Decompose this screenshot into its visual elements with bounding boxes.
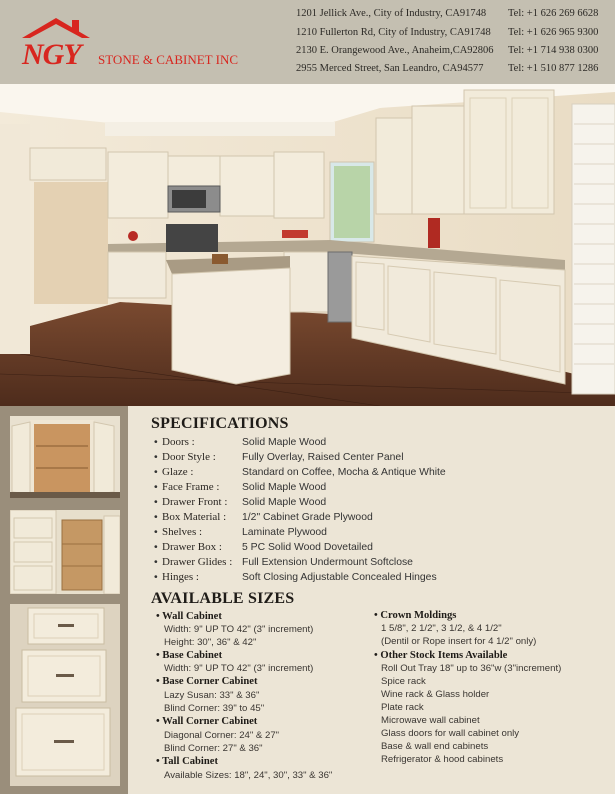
spec-row: • Door Style : Fully Overlay, Raised Center Panel <box>154 451 404 463</box>
spec-value: Full Extension Undermount Softclose <box>242 557 413 568</box>
size-line: Height: 30", 36" & 42" <box>164 637 257 648</box>
phone-line: Tel: +1 510 877 1286 <box>508 63 599 74</box>
size-line: Blind Corner: 27" & 36" <box>164 743 263 754</box>
size-line: Base & wall end cabinets <box>381 741 489 752</box>
size-line: (Dentil or Rope insert for 4 1/2" only) <box>381 636 537 647</box>
spec-row: • Doors : Solid Maple Wood <box>154 436 327 448</box>
size-line: Roll Out Tray 18" up to 36"w (3"increment) <box>381 663 562 674</box>
size-line: Microwave wall cabinet <box>381 715 480 726</box>
address-line: 2130 E. Orangewood Ave., Anaheim,CA92806 <box>296 45 494 56</box>
size-heading: • Crown Moldings <box>374 610 457 621</box>
drawer-stack-photo <box>10 604 120 786</box>
spec-label: Drawer Box : <box>162 541 222 553</box>
spec-row: • Drawer Front : Solid Maple Wood <box>154 496 327 508</box>
spec-value: Fully Overlay, Raised Center Panel <box>242 452 404 463</box>
size-line: Width: 9" UP TO 42" (3" increment) <box>164 663 314 674</box>
spec-row: • Box Material : 1/2" Cabinet Grade Plywood <box>154 511 373 523</box>
logo-letters: NGY <box>22 38 81 71</box>
size-line: Glass doors for wall cabinet only <box>381 728 520 739</box>
size-line: Lazy Susan: 33" & 36" <box>164 690 260 701</box>
spec-label: Doors : <box>162 436 195 448</box>
size-line: Blind Corner: 39" to 45" <box>164 703 265 714</box>
spec-value: 1/2" Cabinet Grade Plywood <box>242 512 373 523</box>
phone-line: Tel: +1 714 938 0300 <box>508 45 599 56</box>
size-heading: • Wall Cabinet <box>156 611 222 622</box>
header-bar <box>0 0 615 84</box>
company-name: STONE & CABINET INC <box>98 52 238 67</box>
phone-line: Tel: +1 626 269 6628 <box>508 8 599 19</box>
specifications-title: SPECIFICATIONS <box>151 415 289 432</box>
spec-row: • Face Frame : Solid Maple Wood <box>154 481 327 493</box>
spec-label: Hinges : <box>162 571 199 583</box>
kitchen-photo <box>0 84 615 406</box>
detail-photo-sidebar <box>0 406 128 794</box>
spec-value: Solid Maple Wood <box>242 497 327 508</box>
spec-label: Glaze : <box>162 466 194 478</box>
size-line: 1 5/8", 2 1/2", 3 1/2, & 4 1/2" <box>381 623 502 634</box>
spec-value: Solid Maple Wood <box>242 437 327 448</box>
size-heading: • Wall Corner Cabinet <box>156 716 258 727</box>
open-cabinet-photo <box>10 416 120 498</box>
spec-row: • Glaze : Standard on Coffee, Mocha & Antique White <box>154 466 446 478</box>
address-line: 1201 Jellick Ave., City of Industry, CA91748 <box>296 8 487 19</box>
address-line: 2955 Merced Street, San Leandro, CA94577 <box>296 63 484 74</box>
size-line: Spice rack <box>381 676 426 687</box>
available-sizes-title: AVAILABLE SIZES <box>151 590 295 607</box>
spec-value: Laminate Plywood <box>242 527 327 538</box>
spec-label: Box Material : <box>162 511 227 523</box>
spec-label: Shelves : <box>162 526 203 538</box>
spec-row: • Shelves : Laminate Plywood <box>154 526 327 538</box>
company-logo <box>18 16 258 72</box>
size-line: Width: 9" UP TO 42" (3" increment) <box>164 624 314 635</box>
phone-line: Tel: +1 626 965 9300 <box>508 27 599 38</box>
spec-label: Drawer Front : <box>162 496 228 508</box>
size-heading: • Other Stock Items Available <box>374 650 508 661</box>
spec-value: 5 PC Solid Wood Dovetailed <box>242 542 373 553</box>
spec-value: Soft Closing Adjustable Concealed Hinges <box>242 572 437 583</box>
spec-label: Drawer Glides : <box>162 556 233 568</box>
size-line: Diagonal Corner: 24" & 27" <box>164 730 280 741</box>
spec-value: Solid Maple Wood <box>242 482 327 493</box>
spec-row: • Drawer Glides : Full Extension Undermount Softclose <box>154 556 413 568</box>
spec-row: • Drawer Box : 5 PC Solid Wood Dovetailed <box>154 541 373 553</box>
pullout-drawer-photo <box>10 510 120 594</box>
spec-value: Standard on Coffee, Mocha & Antique White <box>242 467 446 478</box>
spec-label: Door Style : <box>162 451 216 463</box>
spec-row: • Hinges : Soft Closing Adjustable Concealed Hinges <box>154 571 437 583</box>
size-heading: • Tall Cabinet <box>156 756 219 767</box>
size-line: Available Sizes: 18", 24", 30", 33" & 36" <box>164 770 333 781</box>
size-line: Wine rack & Glass holder <box>381 689 490 700</box>
size-heading: • Base Cabinet <box>156 650 223 661</box>
size-heading: • Base Corner Cabinet <box>156 676 258 687</box>
size-line: Refrigerator & hood cabinets <box>381 754 504 765</box>
size-line: Plate rack <box>381 702 424 713</box>
spec-label: Face Frame : <box>162 481 220 493</box>
address-line: 1210 Fullerton Rd, City of Industry, CA91748 <box>296 27 491 38</box>
